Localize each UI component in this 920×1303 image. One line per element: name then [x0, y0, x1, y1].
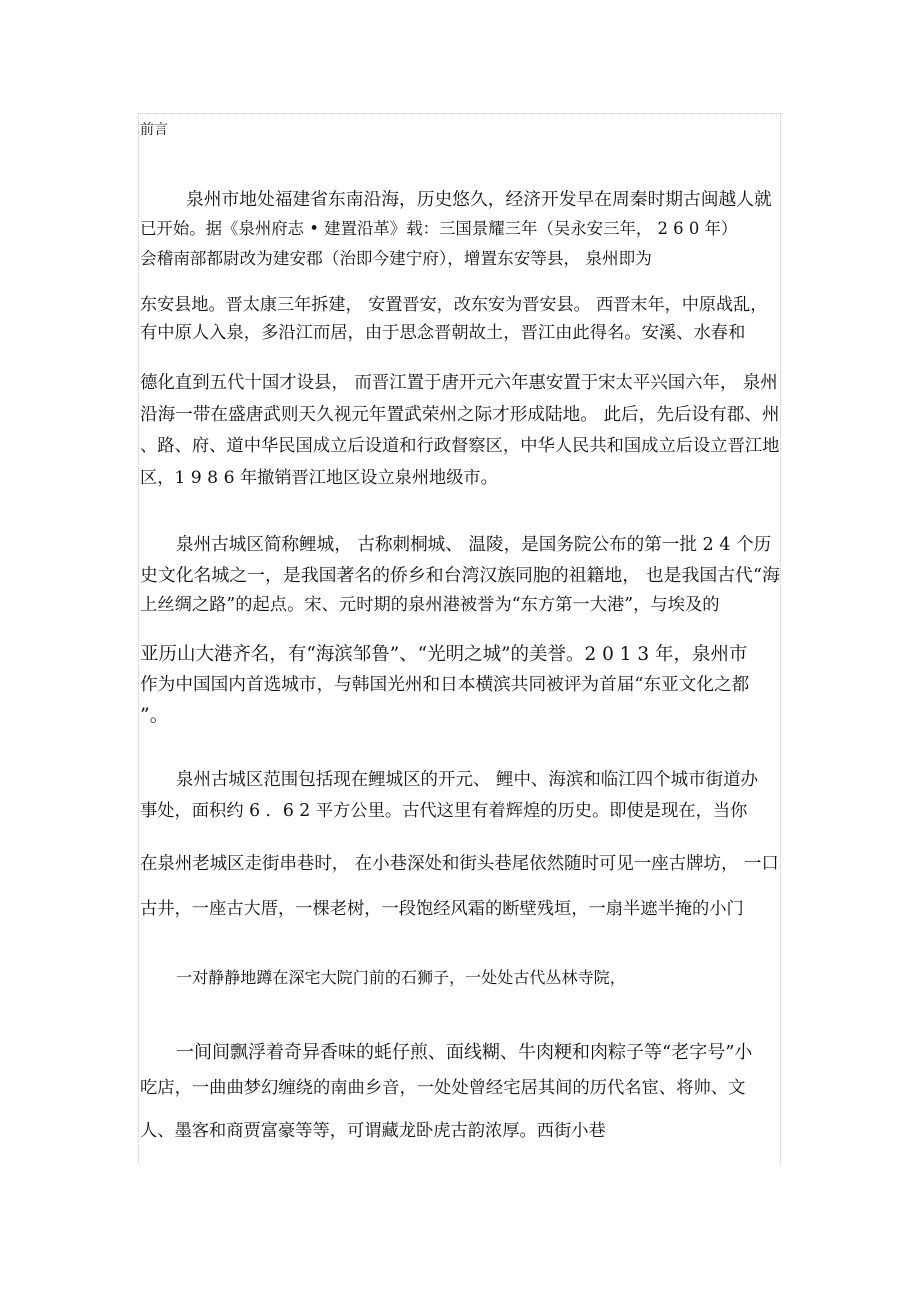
- text-line: 古井，一座古大厝，一棵老树，一段饱经风霜的断壁残垣，一扇半遮半掩的小门: [140, 899, 744, 919]
- text-line: 泉州市地处福建省东南沿海，历史悠久，经济开发早在周秦时期古闽越人就: [186, 190, 772, 210]
- text-line: 沿海一带在盛唐武则天久视元年置武荣州之际才形成陆地。 此后，先后设有郡、州: [140, 405, 780, 425]
- text-line: 作为中国国内首选城市，与韩国光州和日本横滨共同被评为首届“东亚文化之都: [140, 675, 750, 695]
- text-line: 区，1 9 8 6 年撤销晋江地区设立泉州地级市。: [140, 468, 498, 488]
- text-line: 一对静静地蹲在深宅大院门前的石狮子，一处处古代丛林寺院，: [176, 968, 626, 987]
- text-line: 东安县地。晋太康三年拆建， 安置晋安，改东安为晋安县。 西晋末年，中原战乱，: [140, 295, 768, 315]
- text-line: 上丝绸之路”的起点。宋、元时期的泉州港被誉为“东方第一大港”，与埃及的: [140, 595, 720, 615]
- text-line: 已开始。据《泉州府志 • 建置沿革》载：三国景耀三年（吴永安三年， 2 6 0 年）: [140, 219, 738, 238]
- text-line: 、路、府、道中华民国成立后设道和行政督察区，中华人民共和国成立后设立晋江地: [140, 436, 780, 456]
- text-line: 会稽南部都尉改为建安郡（治即今建宁府），增置东安等县， 泉州即为: [140, 249, 652, 268]
- text-line: 德化直到五代十国才设县， 而晋江置于唐开元六年惠安置于宋太平兴国六年， 泉州: [140, 373, 778, 393]
- text-line: 泉州古城区范围包括现在鲤城区的开元、 鲤中、海滨和临江四个城市街道办: [176, 770, 759, 790]
- text-line: 史文化名城之一，是我国著名的侨乡和台湾汉族同胞的祖籍地， 也是我国古代“海: [140, 565, 780, 586]
- text-line: ”。: [140, 704, 169, 726]
- text-line: 一间间飘浮着奇异香味的蚝仔煎、面线糊、牛肉粳和肉粽子等“老字号”小: [176, 1042, 753, 1063]
- page-title: 前言: [140, 122, 168, 138]
- text-line: 有中原人入泉，多沿江而居，由于思念晋朝故土，晋江由此得名。安溪、水春和: [140, 323, 746, 343]
- text-line: 泉州古城区简称鲤城， 古称刺桐城、 温陵，是国务院公布的第一批 2 4 个历: [176, 535, 772, 555]
- text-line: 亚历山大港齐名，有“海滨邹鲁”、“光明之城”的美誉。2 0 1 3 年，泉州市: [140, 644, 748, 665]
- text-line: 事处，面积约 6 ．6 2 平方公里。古代这里有着辉煌的历史。即使是现在，当你: [140, 801, 748, 821]
- text-line: 在泉州老城区走街串巷时， 在小巷深处和街头巷尾依然随时可见一座古牌坊， 一口: [140, 854, 779, 874]
- page-border: [138, 113, 781, 1163]
- text-line: 吃店，一曲曲梦幻缠绕的南曲乡音，一处处曾经宅居其间的历代名宦、将帅、文: [140, 1078, 746, 1098]
- text-line: 人、墨客和商贾富豪等等，可谓藏龙卧虎古韵浓厚。西街小巷: [140, 1121, 606, 1141]
